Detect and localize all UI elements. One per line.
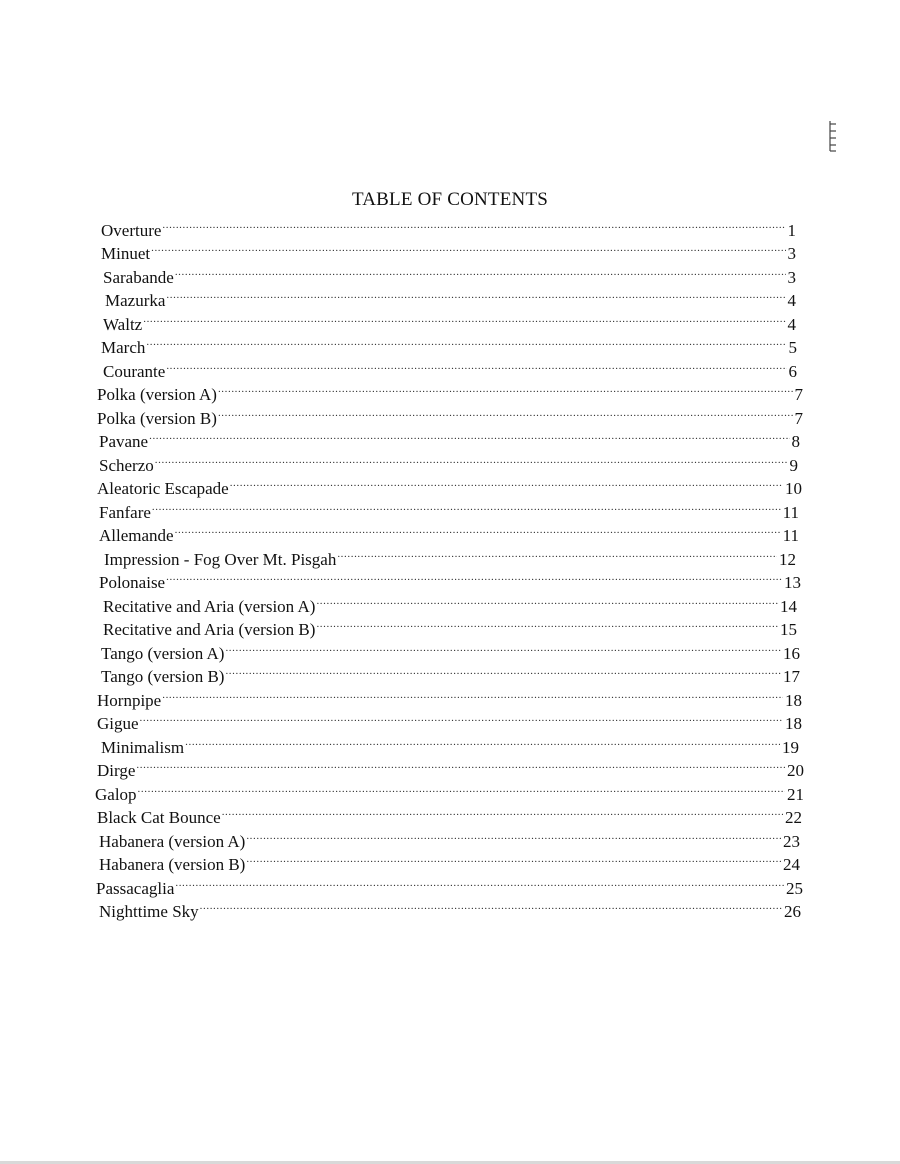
toc-entry	[0, 894, 900, 921]
toc-entry	[0, 330, 900, 357]
toc-entry	[0, 377, 900, 404]
toc-entry-title: Mazurka	[105, 291, 166, 310]
toc-entry-title: Nighttime Sky	[99, 902, 199, 921]
toc-entry-page-number: 25	[786, 878, 803, 898]
dot-leader	[185, 729, 780, 753]
toc-entry-title: Habanera (version B)	[99, 855, 246, 874]
toc-entry-page-number: 12	[779, 549, 796, 569]
toc-entry-title: Gigue	[97, 714, 139, 733]
toc-entry-page-number: 10	[785, 479, 802, 498]
dot-leader	[200, 894, 782, 918]
dot-leader	[138, 776, 785, 800]
toc-entry-page-number: 11	[782, 526, 799, 545]
toc-entry	[0, 283, 900, 310]
toc-entry-page-number: 23	[783, 831, 800, 851]
dot-leader	[246, 847, 781, 871]
toc-entry	[0, 541, 900, 569]
toc-entry	[0, 706, 900, 733]
toc-entry	[0, 259, 900, 287]
toc-entry-title: Scherzo	[99, 455, 154, 475]
toc-entry-title: Polonaise	[99, 573, 166, 592]
toc-entry-page-number: 3	[787, 244, 796, 263]
toc-entry-page-number: 22	[785, 808, 802, 827]
toc-entry-page-number: 26	[784, 902, 801, 921]
toc-entry-title: Overture	[101, 220, 162, 240]
toc-entry-title: Pavane	[99, 432, 149, 451]
dot-leader	[152, 494, 781, 518]
toc-entry-title: Aleatoric Escapade	[97, 479, 229, 498]
toc-entry-page-number: 17	[783, 667, 800, 686]
dot-leader	[337, 541, 777, 565]
toc-entry-page-number: 19	[782, 737, 799, 757]
toc-entry-page-number: 11	[782, 502, 799, 522]
toc-entry-page-number: 21	[787, 784, 804, 804]
toc-entry	[0, 635, 900, 663]
dot-leader	[155, 447, 788, 471]
dot-leader	[218, 377, 793, 401]
toc-entry	[0, 659, 900, 686]
toc-entry-title: Minimalism	[101, 737, 185, 757]
toc-entry-title: Galop	[95, 784, 137, 804]
toc-entry-page-number: 9	[789, 455, 798, 475]
toc-entry	[0, 400, 900, 428]
dot-leader	[175, 870, 784, 894]
toc-entry-title: Tango (version A)	[101, 643, 225, 663]
dot-leader	[246, 823, 781, 847]
toc-entry	[0, 753, 900, 780]
toc-entry	[0, 471, 900, 498]
dot-leader	[166, 283, 785, 307]
toc-entry-title: Waltz	[103, 314, 143, 334]
toc-entry-page-number: 24	[783, 855, 800, 874]
toc-entry-title: Hornpipe	[97, 690, 162, 710]
toc-entry-title: Tango (version B)	[101, 667, 225, 686]
dot-leader	[140, 706, 783, 730]
toc-entry	[0, 494, 900, 522]
toc-entry-title: Fanfare	[99, 502, 151, 522]
dot-leader	[143, 306, 785, 330]
toc-entry-title: Habanera (version A)	[99, 831, 246, 851]
toc-entry-title: Allemande	[99, 526, 174, 545]
toc-entry	[0, 800, 900, 827]
toc-entry	[0, 729, 900, 757]
toc-entry-page-number: 16	[783, 643, 800, 663]
toc-entry	[0, 847, 900, 874]
dot-leader	[230, 471, 783, 495]
toc-entry-title: Courante	[103, 361, 166, 381]
dot-leader	[162, 682, 783, 706]
dot-leader	[146, 330, 786, 354]
toc-entry-title: Recitative and Aria (version A)	[103, 596, 316, 616]
dot-leader	[225, 635, 781, 659]
toc-entry-page-number: 20	[787, 761, 804, 780]
toc-entry-page-number: 4	[787, 291, 796, 310]
dot-leader	[225, 659, 781, 683]
toc-entry-page-number: 1	[787, 220, 796, 240]
toc-heading: TABLE OF CONTENTS	[351, 189, 549, 210]
toc-entry-title: Black Cat Bounce	[97, 808, 221, 827]
toc-entry-page-number: 4	[787, 314, 796, 334]
dot-leader	[316, 612, 778, 636]
toc-entry	[0, 236, 900, 263]
toc-entry-page-number: 13	[784, 573, 801, 592]
toc-entry-page-number: 8	[791, 432, 800, 451]
toc-entry	[0, 612, 900, 639]
toc-entry	[0, 424, 900, 451]
dot-leader	[166, 565, 782, 589]
toc-entry	[0, 776, 900, 804]
toc-entry-page-number: 18	[785, 714, 802, 733]
toc-entry-page-number: 7	[794, 408, 803, 428]
dot-leader	[175, 259, 786, 283]
toc-entry	[0, 518, 900, 545]
toc-entry-title: March	[101, 338, 146, 357]
toc-list	[0, 212, 900, 921]
dot-leader	[162, 212, 785, 236]
page-edge-mark-icon	[826, 120, 838, 152]
toc-entry-title: Recitative and Aria (version B)	[103, 620, 316, 639]
dot-leader	[166, 353, 786, 377]
toc-entry	[0, 565, 900, 592]
toc-entry-page-number: 3	[787, 267, 796, 287]
toc-entry	[0, 588, 900, 616]
toc-entry-page-number: 18	[785, 690, 802, 710]
dot-leader	[136, 753, 785, 777]
dot-leader	[218, 400, 793, 424]
dot-leader	[222, 800, 783, 824]
toc-entry	[0, 353, 900, 381]
toc-entry-title: Minuet	[101, 244, 151, 263]
toc-entry-page-number: 14	[780, 596, 797, 616]
toc-entry	[0, 212, 900, 240]
toc-entry-page-number: 7	[794, 385, 803, 404]
dot-leader	[316, 588, 778, 612]
toc-entry-page-number: 15	[780, 620, 797, 639]
toc-entry-title: Dirge	[97, 761, 136, 780]
toc-entry-title: Polka (version A)	[97, 385, 217, 404]
toc-entry-title: Impression - Fog Over Mt. Pisgah	[104, 549, 337, 569]
dot-leader	[175, 518, 781, 542]
dot-leader	[151, 236, 785, 260]
toc-entry-page-number: 5	[788, 338, 797, 357]
toc-entry-page-number: 6	[788, 361, 797, 381]
toc-entry-title: Polka (version B)	[97, 408, 217, 428]
toc-entry	[0, 447, 900, 475]
toc-entry	[0, 682, 900, 710]
toc-entry	[0, 306, 900, 334]
toc-entry-title: Passacaglia	[96, 878, 175, 898]
toc-entry	[0, 870, 900, 898]
toc-entry-title: Sarabande	[103, 267, 174, 287]
dot-leader	[149, 424, 789, 448]
toc-entry	[0, 823, 900, 851]
